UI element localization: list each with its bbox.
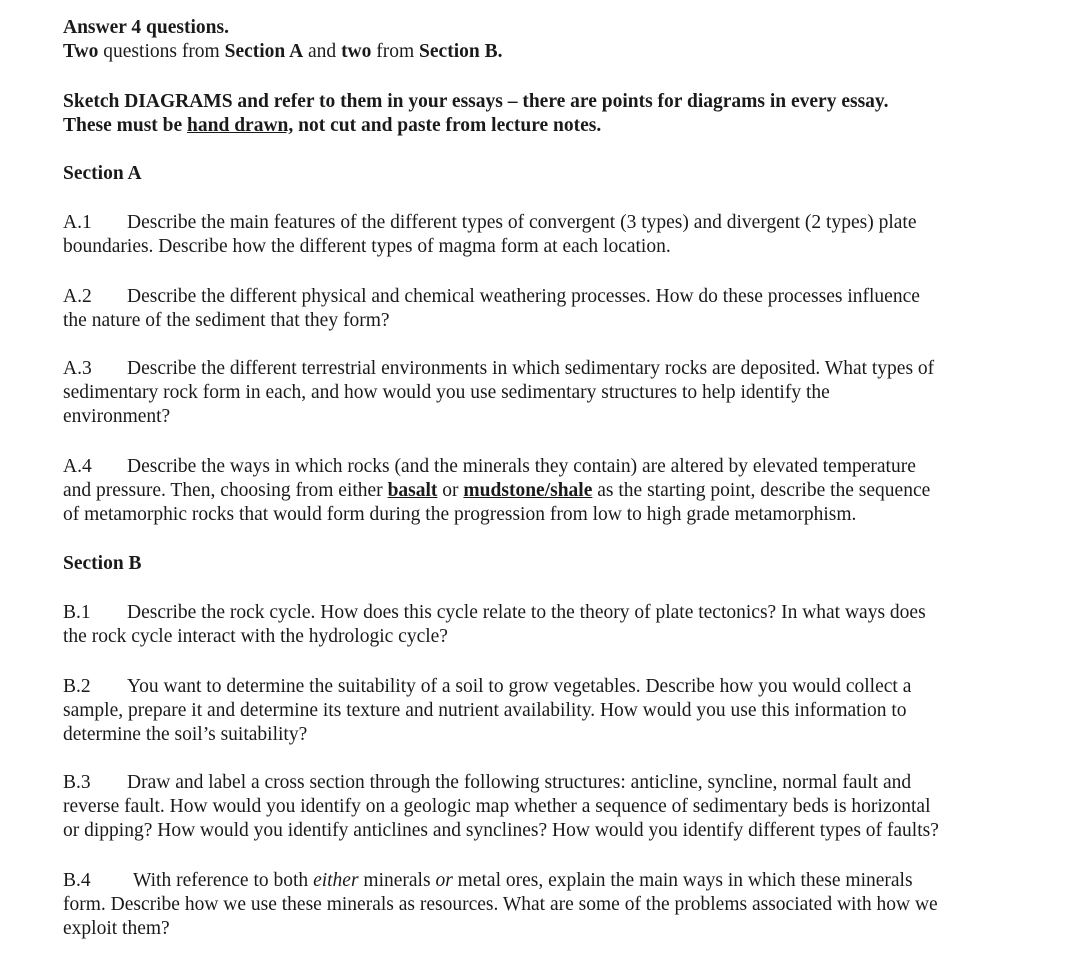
section-a-heading: Section A — [63, 163, 142, 184]
basalt-option: basalt — [387, 480, 438, 501]
diagram-instructions — [63, 90, 1023, 138]
question-a4: A.4 Describe the ways in which rocks (and the minerals they contain) are altered by elevated temperature and pressure. Then, choosing from either basalt or mudstone/shale as the starting point, describe the sequence of metamorphic rocks that would form during the progression from low to high grade metamorphism. — [63, 456, 931, 525]
question-b4: B.4 With reference to both either minerals or metal ores, explain the main ways in which these minerals form. Describe how we use these minerals as resources. What are some of the problems associated with how we exploit them? — [63, 870, 938, 939]
question-a2: A.2 Describe the different physical and chemical weathering processes. How do these processes influence the nature of the sediment that they form? — [63, 286, 920, 331]
question-number: A.3 — [63, 358, 92, 379]
question-number: A.4 — [63, 456, 92, 477]
answer-count-instruction: Answer 4 questions. — [63, 17, 229, 38]
exam-header — [63, 16, 1023, 64]
question-number: A.1 — [63, 212, 92, 233]
question-number: B.2 — [63, 676, 91, 697]
section-distribution-instruction: Two questions from Section A and two from Section B. — [63, 41, 503, 62]
question-b3: B.3 Draw and label a cross section through the following structures: anticline, syncline, normal fault and reverse fault. How would you identify on a geologic map whether a sequence of sedimentary beds is horizontal or dipping? How would you identify anticlines and synclines? How would you identify different types of faults? — [63, 772, 939, 841]
diagram-instruction-line1: Sketch DIAGRAMS and refer to them in your essays – there are points for diagrams in every essay. — [63, 91, 889, 112]
diagram-instruction-line2: These must be hand drawn, not cut and paste from lecture notes. — [63, 115, 602, 136]
question-a1: A.1 Describe the main features of the different types of convergent (3 types) and divergent (2 types) plate boundaries. Describe how the different types of magma form at each location. — [63, 212, 917, 257]
question-number: B.4 — [63, 870, 91, 891]
question-b1: B.1 Describe the rock cycle. How does this cycle relate to the theory of plate tectonics? In what ways does the rock cycle interact with the hydrologic cycle? — [63, 602, 926, 647]
mudstone-shale-option: mudstone/shale — [463, 480, 593, 501]
section-b-heading: Section B — [63, 553, 142, 574]
question-b2: B.2 You want to determine the suitability of a soil to grow vegetables. Describe how you would collect a sample, prepare it and determine its texture and nutrient availability. How would you use this information to determine the soil’s suitability? — [63, 676, 912, 745]
question-number: A.2 — [63, 286, 92, 307]
question-number: B.1 — [63, 602, 91, 623]
question-a3: A.3 Describe the different terrestrial environments in which sedimentary rocks are deposited. What types of sedimentary rock form in each, and how would you use sedimentary structures to help identify the environment? — [63, 358, 935, 427]
question-number: B.3 — [63, 772, 91, 793]
hand-drawn-emphasis: hand drawn, — [187, 115, 294, 136]
